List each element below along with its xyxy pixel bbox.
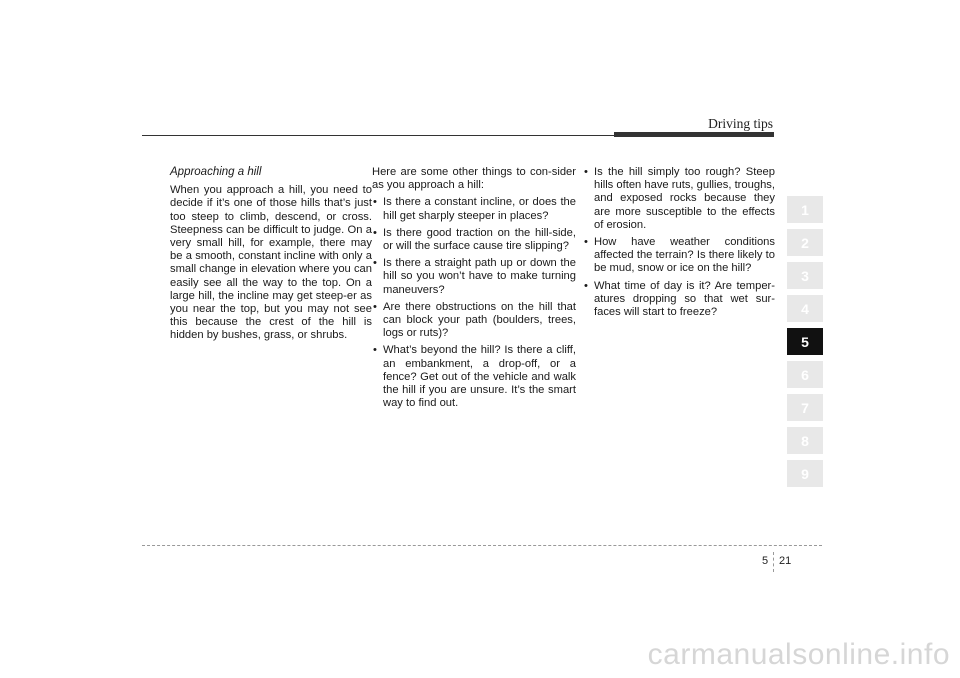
list-item-text: Is there good traction on the hill-side, or will the surface cause tire slipping? [383,226,576,253]
chapter-tabs [787,196,823,493]
section-heading: Approaching a hill [170,166,262,178]
header-rule [142,135,614,136]
list-item [583,166,775,232]
bullet-icon: • [373,226,377,239]
chapter-tab-3[interactable]: 3 [787,262,823,289]
list-item-text: Is there a constant incline, or does the hill get sharply steeper in places? [383,196,576,222]
bullet-icon: • [373,257,377,270]
chapter-tab-1[interactable]: 1 [787,196,823,223]
chapter-tab-7[interactable]: 7 [787,394,823,421]
list-item [372,227,576,253]
footer-chapter-number: 5 [762,555,769,567]
list-item-text: Are there obstructions on the hill that can block your path (boulders, trees, logs or ruts)? [383,300,576,340]
column-3 [583,166,775,323]
footer-page-number: 21 [779,555,792,567]
column-1 [170,166,372,343]
body-paragraph: When you approach a hill, you need to decide if it’s one of those hills that’s just too steep to climb, descend, or cross. Steepness can be difficult to judge. On a very small hill, for example, there may be a smooth, constant incline with only a small change in elevation where you can easily see all the way to the top. On a large hill, the incline may get steep-er as you near the top, but you may not see this because the crest of the hill is hidden by bushes, grass, or shrubs. [170,184,372,342]
bullet-list [583,166,775,319]
chapter-tab-5[interactable]: 5 [787,328,823,355]
bullet-list [372,196,576,410]
chapter-tab-2[interactable]: 2 [787,229,823,256]
column-2 [372,166,576,414]
bullet-icon: • [584,166,588,178]
list-item [372,196,576,222]
section-title: Driving tips [708,116,773,131]
list-item-text: Is there a straight path up or down the hill so you won’t have to make turning maneuvers? [383,257,576,296]
list-item [372,257,576,297]
footer-rule [142,545,822,546]
list-item-text: Is the hill simply too rough? Steep hills often have ruts, gullies, troughs, and exposed rocks because they are more susceptible to the effects of erosion. [594,166,775,231]
list-item-text: How have weather conditions affected the terrain? Is there likely to be mud, snow or ice on the hill? [594,236,775,275]
list-item [372,344,576,410]
chapter-tab-6[interactable]: 6 [787,361,823,388]
bullet-icon: • [373,344,377,357]
footer-divider [773,552,774,572]
bullet-icon: • [584,279,588,292]
intro-paragraph: Here are some other things to con-sider as you approach a hill: [372,166,576,192]
list-item [583,236,775,276]
list-item [583,280,775,320]
header-bar [614,132,774,137]
chapter-tab-9[interactable]: 9 [787,460,823,487]
bullet-icon: • [373,300,377,313]
chapter-tab-8[interactable]: 8 [787,427,823,454]
list-item [372,301,576,341]
list-item-text: What’s beyond the hill? Is there a cliff, an embankment, a drop-off, or a fence? Get out of the vehicle and walk the hill if you are unsure. It’s the smart way to find out. [383,344,576,410]
bullet-icon: • [373,196,377,209]
bullet-icon: • [584,236,588,249]
watermark: carmanualsonline.info [647,638,950,671]
chapter-tab-4[interactable]: 4 [787,295,823,322]
list-item-text: What time of day is it? Are temper-atures dropping so that wet sur-faces will start to freeze? [594,279,775,319]
